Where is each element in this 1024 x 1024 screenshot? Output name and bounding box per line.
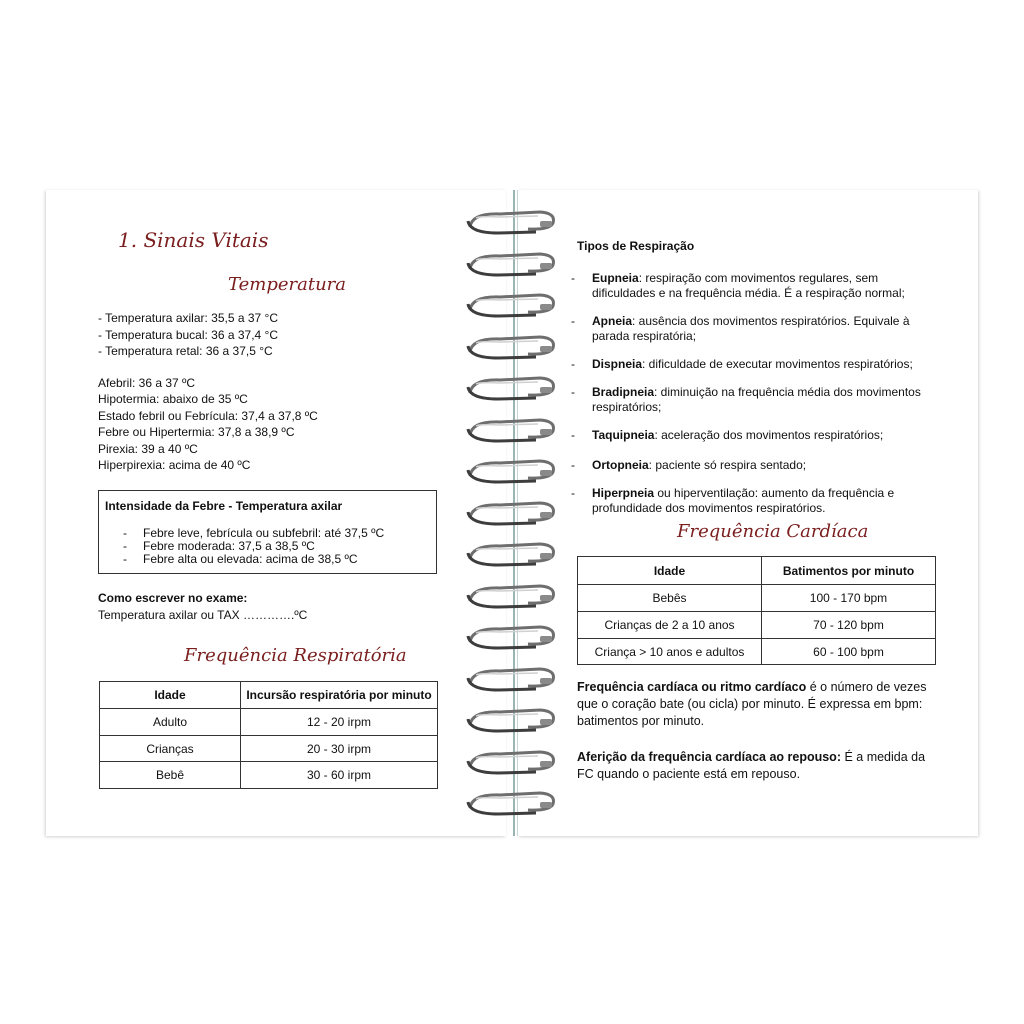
cardiac-definition: Frequência cardíaca ou ritmo cardíaco é o número de vezes que o coração bate (ou cicla) por minuto. É expressa em bpm: batimentos por minuto.: [577, 680, 927, 728]
list-bullet: -: [571, 428, 575, 442]
temp-rectal: - Temperatura retal: 36 a 37,5 °C: [98, 344, 273, 358]
table-row: Crianças de 2 a 10 anos 70 - 120 bpm: [578, 612, 936, 639]
state-hyperpyrexia: Hiperpirexia: acima de 40 ºC: [98, 458, 251, 472]
temp-axillary: - Temperatura axilar: 35,5 a 37 °C: [98, 311, 278, 325]
table-row: Criança > 10 anos e adultos 60 - 100 bpm: [578, 639, 936, 665]
spiral-ring: [468, 710, 553, 731]
state-hyperthermia: Febre ou Hipertermia: 37,8 a 38,9 ºC: [98, 425, 295, 439]
spiral-ring: [468, 212, 553, 233]
temp-oral: - Temperatura bucal: 36 a 37,4 °C: [98, 328, 279, 342]
spiral-ring: [468, 669, 553, 690]
table-row: Crianças 20 - 30 irpm: [100, 736, 438, 762]
list-bullet: -: [571, 486, 575, 500]
temperature-title: Temperatura: [228, 274, 347, 295]
chapter-title: 1. Sinais Vitais: [118, 228, 269, 252]
spiral-ring: [468, 461, 553, 482]
spiral-ring: [468, 378, 553, 399]
list-item: Eupneia: respiração com movimentos regulares, sem dificuldades e na frequência média. É a respiração normal;: [592, 271, 905, 300]
list-item: Bradipneia: diminuição na frequência média dos movimentos respiratórios;: [592, 385, 921, 414]
state-hypothermia: Hipotermia: abaixo de 35 ºC: [98, 392, 248, 406]
list-bullet: -: [571, 271, 575, 285]
state-afebrile: Afebril: 36 a 37 ºC: [98, 376, 196, 390]
fever-item-mild: - Febre leve, febrícula ou subfebril: até 37,5 ºC: [123, 526, 385, 540]
cardiac-title: Frequência Cardíaca: [677, 521, 869, 542]
table-row: Adulto 12 - 20 irpm: [100, 709, 438, 736]
exam-text: Temperatura axilar ou TAX ………….ºC: [98, 608, 308, 622]
state-febricula: Estado febril ou Febrícula: 37,4 a 37,8 ºC: [98, 409, 318, 423]
resp-header-age: Idade: [100, 682, 241, 709]
spiral-ring: [468, 627, 553, 648]
spiral-ring: [468, 503, 553, 524]
spiral-ring: [468, 337, 553, 358]
spiral-ring: [468, 254, 553, 275]
spiral-ring: [468, 752, 553, 773]
spiral-ring: [468, 793, 553, 814]
spiral-ring: [468, 544, 553, 565]
list-item: Apneia: ausência dos movimentos respiratórios. Equivale à parada respiratória;: [592, 314, 910, 343]
fever-item-moderate: - Febre moderada: 37,5 a 38,5 ºC: [123, 539, 315, 553]
fever-item-high: - Febre alta ou elevada: acima de 38,5 ºC: [123, 552, 358, 566]
resp-types-title: Tipos de Respiração: [577, 239, 695, 253]
fever-box-title: Intensidade da Febre - Temperatura axilar: [105, 499, 343, 513]
list-item: Dispneia: dificuldade de executar movimentos respiratórios;: [592, 357, 913, 371]
list-bullet: -: [571, 357, 575, 371]
spiral-ring: [468, 295, 553, 316]
spiral-ring: [468, 420, 553, 441]
exam-title: Como escrever no exame:: [98, 591, 248, 605]
resp-header-rate: Incursão respiratória por minuto: [241, 682, 438, 709]
list-bullet: -: [571, 458, 575, 472]
list-item: Hiperpneia ou hiperventilação: aumento da frequência e profundidade dos movimentos respiratórios.: [592, 486, 895, 515]
list-item: Taquipneia: aceleração dos movimentos respiratórios;: [592, 428, 884, 442]
cardiac-header-age: Idade: [578, 557, 762, 585]
list-bullet: -: [571, 314, 575, 328]
table-row: Bebês 100 - 170 bpm: [578, 585, 936, 612]
cardiac-rest-measure: Aferição da frequência cardíaca ao repouso: É a medida da FC quando o paciente está em repouso.: [577, 750, 926, 781]
list-bullet: -: [571, 385, 575, 399]
resp-rate-title: Frequência Respiratória: [184, 645, 407, 666]
cardiac-table: [577, 556, 936, 665]
spiral-ring: [468, 586, 553, 607]
state-pyrexia: Pirexia: 39 a 40 ºC: [98, 442, 198, 456]
table-row: Bebê 30 - 60 irpm: [100, 762, 438, 789]
list-item: Ortopneia: paciente só respira sentado;: [592, 458, 807, 472]
cardiac-header-bpm: Batimentos por minuto: [762, 557, 936, 585]
